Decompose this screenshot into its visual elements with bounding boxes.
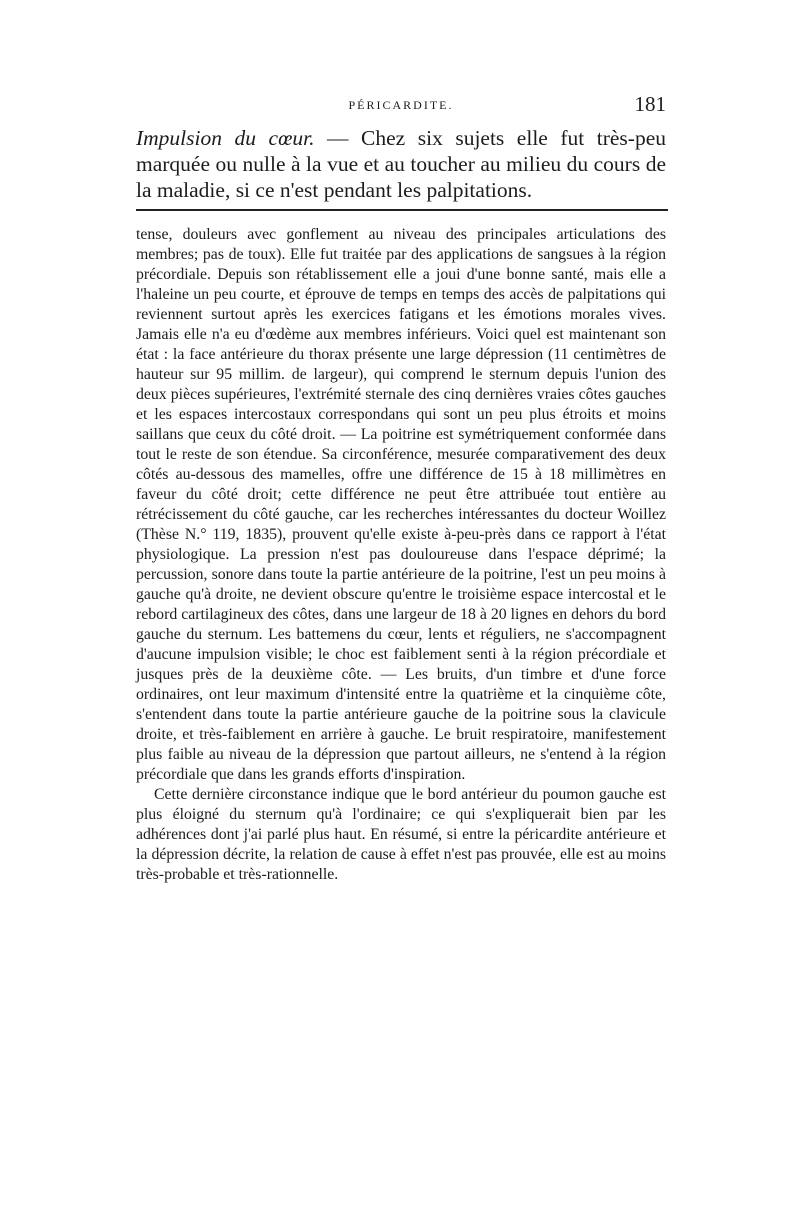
footnote-separator [136, 209, 668, 211]
main-paragraph-body: — Chez six sujets elle fut très-peu marquée ou nulle à la vue et au toucher au milieu du cours de la maladie, si ce n'est pendant les palpitations. [136, 126, 666, 202]
section-lead: Impulsion du cœur. [136, 126, 315, 150]
running-title: PÉRICARDITE. [348, 98, 454, 112]
footnote-paragraph-2: Cette dernière circonstance indique que le bord antérieur du poumon gauche est plus éloigné du sternum qu'à l'ordinaire; ce qui s'expliquerait bien par les adhérences dont j'ai parlé plus haut. En résumé, si entre la péricardite antérieure et la dépression décrite, la relation de cause à effet n'est pas prouvée, elle est au moins très-probable et très-rationnelle. [136, 786, 666, 883]
footnote [136, 225, 666, 885]
footnote-paragraph-1: tense, douleurs avec gonflement au niveau des principales articulations des membres; pas de toux). Elle fut traitée par des applications de sangsues à la région précordiale. Depuis son rétablissement elle a joui d'une bonne santé, mais elle a l'haleine un peu courte, et éprouve de temps en temps des accès de palpitations qui reviennent surtout après les exercices fatigans et les émotions morales vives. Jamais elle n'a eu d'œdème aux membres inférieurs. Voici quel est maintenant son état : la face antérieure du thorax présente une large dépression (11 centimètres de hauteur sur 95 millim. de largeur), qui comprend le sternum depuis l'union des deux pièces supérieures, l'extrémité sternale des cinq dernières vraies côtes gauches et les espaces intercostaux correspondans qui sont un peu plus étroits et moins saillans que ceux du côté droit. — La poitrine est symétriquement conformée dans tout le reste de son étendue. Sa circonférence, mesurée comparativement des deux côtés au-dessous des mamelles, offre une différence de 15 à 18 millimètres en faveur du côté droit; cette différence ne peut être attribuée tout entière au rétrécissement du côté gauche, car les recherches intéressantes du docteur Woillez (Thèse N.° 119, 1835), prouvent qu'elle existe à-peu-près dans ce rapport à l'état physiologique. La pression n'est pas douloureuse dans l'espace déprimé; la percussion, sonore dans toute la partie antérieure de la poitrine, l'est un peu moins à gauche qu'à droite, ne devient obscure qu'entre le troisième espace intercostal et le rebord cartilagineux des côtes, dans une largeur de 18 à 20 lignes en dehors du bord gauche du sternum. Les battemens du cœur, lents et réguliers, ne s'accompagnent d'aucune impulsion visible; le choc est faiblement senti à la région précordiale et jusques près de la deuxième côte. — Les bruits, d'un timbre et d'une force ordinaires, ont leur maximum d'intensité entre la quatrième et la cinquième côte, s'entendent dans toute la partie antérieure gauche de la poitrine sous la clavicule droite, et très-faiblement en arrière à gauche. Le bruit respiratoire, manifestement plus faible au niveau de la dépression que partout ailleurs, ne s'entend à la région précordiale que dans les grands efforts d'inspiration. [136, 226, 666, 783]
running-head [136, 92, 666, 120]
main-paragraph [136, 125, 666, 203]
main-text [136, 125, 666, 203]
page-number: 181 [634, 92, 666, 116]
